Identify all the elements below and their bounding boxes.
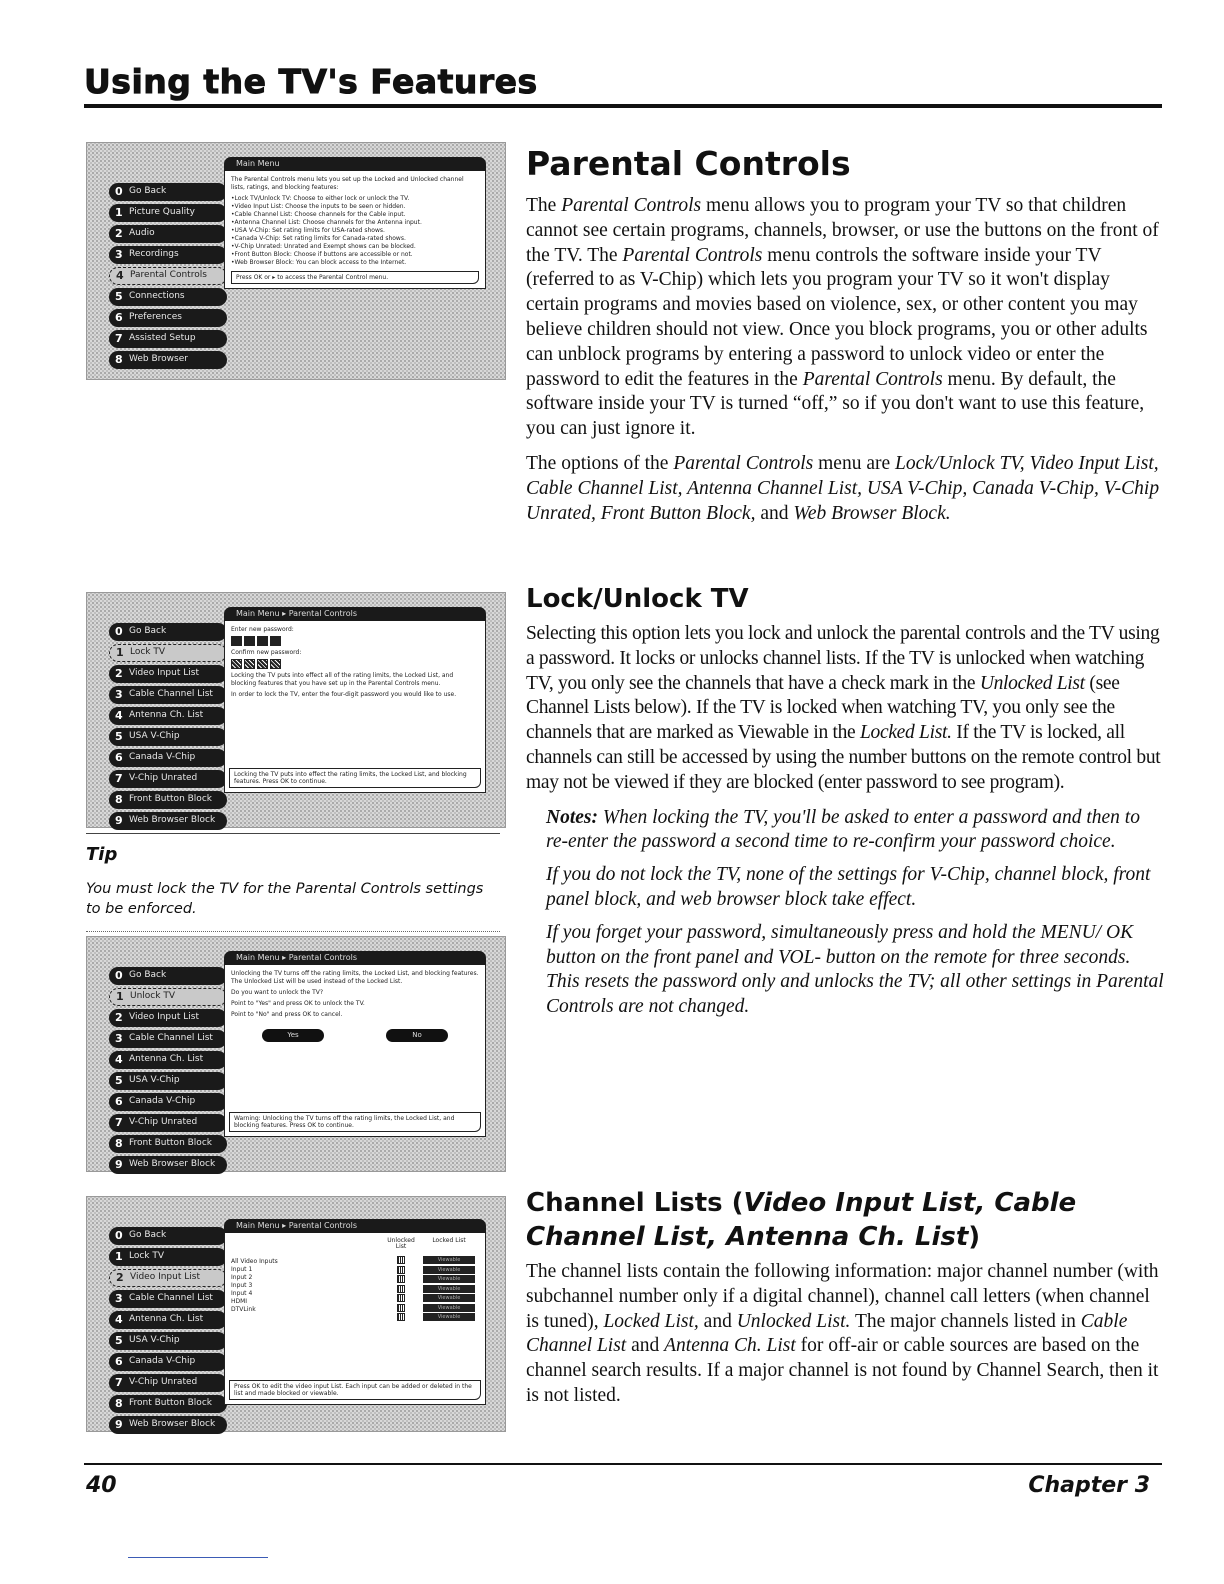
panel-title: Main Menu xyxy=(224,157,486,171)
menu-item-number: 0 xyxy=(115,1229,123,1242)
menu-item-number: 6 xyxy=(115,311,123,324)
header-rule xyxy=(84,104,1162,108)
tip-heading: Tip xyxy=(86,844,118,865)
menu-item-label: Canada V-Chip xyxy=(129,1356,196,1366)
menu-item-number: 6 xyxy=(115,1095,123,1108)
menu-item-label: Go Back xyxy=(129,1230,167,1240)
lock-instructions: In order to lock the TV, enter the four-digit password you would like to use. xyxy=(231,691,457,698)
page-title: Using the TV's Features xyxy=(84,62,538,101)
menu-item-label: Front Button Block xyxy=(129,1398,212,1408)
menu-item-number: 1 xyxy=(116,646,124,659)
parental-controls-body xyxy=(526,194,1166,526)
channel-lists-heading: Channel Lists (Video Input List, Cable Channel List, Antenna Ch. List) xyxy=(526,1188,1077,1252)
menu-item[interactable] xyxy=(109,1030,227,1048)
unlocked-checkbox[interactable] xyxy=(397,1304,405,1312)
menu-item[interactable] xyxy=(109,967,227,985)
menu-item-number: 5 xyxy=(115,1074,123,1087)
panel-intro: The Parental Controls menu lets you set up the Locked and Unlocked channel lists, ratings, and blocking features: xyxy=(231,176,464,191)
menu-item-label: Cable Channel List xyxy=(129,1293,213,1303)
feature-list xyxy=(231,195,479,267)
menu-item[interactable] xyxy=(109,225,227,243)
menu-item[interactable] xyxy=(109,812,227,830)
panel-body xyxy=(224,171,486,289)
menu-item[interactable] xyxy=(109,1009,227,1027)
menu-item[interactable] xyxy=(109,1311,227,1329)
menu-item-label: Audio xyxy=(129,228,155,238)
unlocked-header: Unlocked List xyxy=(387,1237,415,1250)
unlocked-checkbox[interactable] xyxy=(397,1266,405,1274)
tip-box xyxy=(86,833,500,932)
lock-tv-panel xyxy=(224,607,486,793)
unlocked-checkbox[interactable] xyxy=(397,1313,405,1321)
menu-item-label: USA V-Chip xyxy=(129,1075,180,1085)
page-footer xyxy=(84,1463,1162,1498)
menu-item-number: 2 xyxy=(115,667,123,680)
menu-item-number: 0 xyxy=(115,969,123,982)
menu-item-number: 6 xyxy=(115,1355,123,1368)
input-name: Input 4 xyxy=(231,1290,253,1297)
video-input-panel xyxy=(224,1219,486,1405)
footer-link-line xyxy=(128,1557,268,1558)
menu-item[interactable] xyxy=(109,1156,227,1174)
menu-item-number: 1 xyxy=(116,990,124,1003)
feature-item: •Lock TV/Unlock TV: Choose to either lock or unlock the TV. xyxy=(231,195,410,202)
menu-item-number: 8 xyxy=(115,353,123,366)
menu-item[interactable] xyxy=(109,665,227,683)
input-name: All Video Inputs xyxy=(231,1258,278,1265)
lock-unlock-body xyxy=(526,622,1166,796)
parental-menu-list xyxy=(109,967,227,1177)
menu-item-label: Canada V-Chip xyxy=(129,752,196,762)
menu-item-label: Assisted Setup xyxy=(129,333,196,343)
unlocked-checkbox[interactable] xyxy=(397,1275,405,1283)
menu-item-number: 4 xyxy=(115,1313,123,1326)
menu-item-number: 8 xyxy=(115,1397,123,1410)
menu-item[interactable] xyxy=(109,686,227,704)
feature-item: •Cable Channel List: Choose channels for the Cable input. xyxy=(231,211,406,218)
video-input-list-screenshot xyxy=(86,1196,506,1432)
input-name: DTVLink xyxy=(231,1306,256,1313)
feature-item: •Web Browser Block: You can block access to the Internet. xyxy=(231,259,407,266)
main-menu-panel xyxy=(224,157,486,289)
menu-item[interactable] xyxy=(109,288,227,306)
menu-item-number: 4 xyxy=(115,1053,123,1066)
menu-item-number: 2 xyxy=(115,1011,123,1024)
menu-item[interactable] xyxy=(109,1395,227,1413)
input-names xyxy=(231,1238,383,1323)
menu-item[interactable] xyxy=(109,1114,227,1132)
panel-footer: Locking the TV puts into effect the rating limits, the Locked List, and blocking features. Press OK to continue. xyxy=(229,768,481,788)
chapter-label: Chapter 3 xyxy=(1028,1473,1150,1498)
menu-item-number: 9 xyxy=(115,1418,123,1431)
locked-state[interactable]: Viewable xyxy=(423,1285,475,1293)
parental-p2: The options of the Parental Controls menu are Lock/Unlock TV, Video Input List, Cable Channel List, Antenna Channel List, USA V-Chip, Canada V-Chip, V-Chip Unrated, Front Button Block, and Web Browser Block. xyxy=(526,452,1160,524)
lock-p1: Selecting this option lets you lock and unlock the parental controls and the TV using a password. It locks or unlocks channel lists. If the TV is unlocked when watching TV, you only see the channels that have a check mark in the Unlocked List (see Channel Lists below). If the TV is locked when watching TV, you only see the channels that are marked as Viewable in the Locked List. If the TV is locked, all channels can still be accessed by using the number buttons on the remote control but may not be viewed if they are blocked (enter password to see program). xyxy=(526,623,1161,793)
locked-column xyxy=(419,1238,479,1323)
menu-item-label: Web Browser xyxy=(129,354,188,364)
confirm-password-input[interactable] xyxy=(231,659,479,669)
menu-item-number: 7 xyxy=(115,772,123,785)
menu-item-label: V-Chip Unrated xyxy=(129,773,198,783)
menu-item-label: Go Back xyxy=(129,970,167,980)
confirm-password-label: Confirm new password: xyxy=(231,649,302,656)
menu-item-label: Front Button Block xyxy=(129,794,212,804)
main-menu-list xyxy=(109,183,227,372)
menu-item-label: Web Browser Block xyxy=(129,1419,216,1429)
lock-info: Locking the TV puts into effect all of the rating limits, the Locked List, and blocking features that you have set up in the Parental Controls menu. xyxy=(231,672,454,687)
menu-item-number: 1 xyxy=(115,1250,123,1263)
unlock-no-hint: Point to "No" and press OK to cancel. xyxy=(231,1011,343,1018)
unlock-question: Do you want to unlock the TV? xyxy=(231,989,324,996)
menu-item-label: Video Input List xyxy=(129,668,199,678)
channel-lists-body xyxy=(526,1260,1166,1409)
menu-item[interactable] xyxy=(109,204,227,222)
menu-item[interactable] xyxy=(109,1353,227,1371)
menu-item[interactable] xyxy=(109,1248,227,1266)
lock-notes xyxy=(526,806,1166,1020)
menu-item-number: 3 xyxy=(115,248,123,261)
input-name: HDMI xyxy=(231,1298,248,1305)
password-input[interactable] xyxy=(231,636,479,646)
menu-item[interactable] xyxy=(109,351,227,369)
menu-item-label: Cable Channel List xyxy=(129,689,213,699)
feature-item: •USA V-Chip: Set rating limits for USA-rated shows. xyxy=(231,227,385,234)
input-name: Input 1 xyxy=(231,1266,253,1273)
parental-controls-section xyxy=(526,142,1166,536)
enter-password-label: Enter new password: xyxy=(231,626,294,633)
menu-item[interactable] xyxy=(109,1227,227,1245)
menu-item[interactable] xyxy=(109,1332,227,1350)
menu-item-number: 7 xyxy=(115,1376,123,1389)
menu-item-number: 0 xyxy=(115,185,123,198)
locked-state[interactable]: Viewable xyxy=(423,1304,475,1312)
menu-item-label: Lock TV xyxy=(129,1251,165,1261)
unlock-yes-hint: Point to "Yes" and press OK to unlock the TV. xyxy=(231,1000,365,1007)
feature-item: •Antenna Channel List: Choose channels for the Antenna input. xyxy=(231,219,422,226)
menu-item-label: Canada V-Chip xyxy=(129,1096,196,1106)
menu-item-label: USA V-Chip xyxy=(129,731,180,741)
page-header xyxy=(84,62,1162,108)
channel-lists-section xyxy=(526,1186,1166,1419)
menu-item-label: Recordings xyxy=(129,249,179,259)
menu-item-label: Picture Quality xyxy=(129,207,195,217)
panel-footer: Press OK or ▸ to access the Parental Control menu. xyxy=(231,271,479,284)
panel-body xyxy=(224,965,486,1137)
main-menu-screenshot xyxy=(86,142,506,380)
panel-title: Main Menu ▸ Parental Controls xyxy=(224,607,486,621)
note-1: Notes: When locking the TV, you'll be asked to enter a password and then to re-enter the password a second time to re-confirm your password choice. xyxy=(546,806,1140,853)
channel-p1: The channel lists contain the following information: major channel number (with subchannel number only if a digital channel), channel call letters (when channel is tuned), Locked List, and Unlocked List. The major channels listed in Cable Channel List and Antenna Ch. List for off-air or cable sources are based on the channel search results. If a major channel is not found by Channel Search, then it is not listed. xyxy=(526,1261,1159,1406)
menu-item-number: 5 xyxy=(115,1334,123,1347)
locked-state[interactable]: Viewable xyxy=(423,1275,475,1283)
menu-item-number: 7 xyxy=(115,1116,123,1129)
menu-item[interactable] xyxy=(109,1416,227,1434)
menu-item[interactable] xyxy=(109,1269,227,1287)
locked-state[interactable]: Viewable xyxy=(423,1294,475,1302)
unlock-tv-screenshot xyxy=(86,936,506,1172)
page-number: 40 xyxy=(86,1473,117,1498)
lock-unlock-section xyxy=(526,582,1166,1028)
menu-item[interactable] xyxy=(109,1072,227,1090)
menu-item-number: 4 xyxy=(115,709,123,722)
menu-item[interactable] xyxy=(109,707,227,725)
tip-text: You must lock the TV for the Parental Controls settings to be enforced. xyxy=(86,881,484,917)
panel-title: Main Menu ▸ Parental Controls xyxy=(224,951,486,965)
menu-item-label: Parental Controls xyxy=(130,270,207,280)
menu-item-number: 7 xyxy=(115,332,123,345)
unlocked-checkbox[interactable] xyxy=(397,1294,405,1302)
footer-rule xyxy=(84,1463,1162,1465)
menu-item-label: Go Back xyxy=(129,186,167,196)
menu-item-label: Unlock TV xyxy=(130,991,175,1001)
menu-item[interactable] xyxy=(109,1051,227,1069)
menu-item-label: Front Button Block xyxy=(129,1138,212,1148)
tip-rule-bottom xyxy=(86,931,500,932)
unlocked-checkbox[interactable] xyxy=(397,1285,405,1293)
panel-footer: Warning: Unlocking the TV turns off the rating limits, the Locked List, and blocking features. Press OK to continue. xyxy=(229,1112,481,1132)
unlock-tv-panel xyxy=(224,951,486,1137)
menu-item[interactable] xyxy=(109,988,227,1006)
menu-item-label: Go Back xyxy=(129,626,167,636)
menu-item-label: V-Chip Unrated xyxy=(129,1377,198,1387)
menu-item-number: 9 xyxy=(115,814,123,827)
locked-state[interactable]: Viewable xyxy=(423,1313,475,1321)
parental-menu-list xyxy=(109,623,227,833)
locked-state[interactable]: Viewable xyxy=(423,1266,475,1274)
menu-item-number: 5 xyxy=(115,730,123,743)
feature-item: •V-Chip Unrated: Unrated and Exempt shows can be blocked. xyxy=(231,243,416,250)
panel-footer: Press OK to edit the video input List. Each input can be added or deleted in the list and made blocked or viewable. xyxy=(229,1380,481,1400)
menu-item-number: 6 xyxy=(115,751,123,764)
parental-controls-heading: Parental Controls xyxy=(526,144,851,183)
lock-tv-screenshot xyxy=(86,592,506,828)
menu-item[interactable] xyxy=(109,1093,227,1111)
dialog-buttons xyxy=(231,1029,479,1042)
locked-state[interactable]: Viewable xyxy=(423,1256,475,1264)
unlocked-column xyxy=(383,1238,419,1323)
menu-item[interactable] xyxy=(109,183,227,201)
menu-item-number: 4 xyxy=(116,269,124,282)
menu-item-label: Connections xyxy=(129,291,185,301)
menu-item-label: USA V-Chip xyxy=(129,1335,180,1345)
unlocked-checkbox[interactable] xyxy=(397,1256,405,1264)
menu-item-label: Antenna Ch. List xyxy=(129,1314,204,1324)
menu-item-label: Web Browser Block xyxy=(129,1159,216,1169)
menu-item-number: 8 xyxy=(115,793,123,806)
feature-item: •Video Input List: Choose the inputs to be seen or hidden. xyxy=(231,203,406,210)
menu-item-label: Video Input List xyxy=(129,1012,199,1022)
menu-item[interactable] xyxy=(109,770,227,788)
menu-item[interactable] xyxy=(109,728,227,746)
input-name: Input 2 xyxy=(231,1274,253,1281)
menu-item[interactable] xyxy=(109,644,227,662)
menu-item[interactable] xyxy=(109,309,227,327)
note-2: If you do not lock the TV, none of the settings for V-Chip, channel block, front panel block, and web browser block take effect. xyxy=(546,864,1151,910)
panel-body xyxy=(224,621,486,793)
lock-unlock-heading: Lock/Unlock TV xyxy=(526,584,749,614)
menu-item-label: Web Browser Block xyxy=(129,815,216,825)
menu-item[interactable] xyxy=(109,330,227,348)
note-3: If you forget your password, simultaneously press and hold the MENU/ OK button on the front panel and VOL- button on the remote for three seconds. This resets the password only and unlocks the TV; all other settings in Parental Controls are not changed. xyxy=(546,921,1164,1018)
menu-item[interactable] xyxy=(109,1374,227,1392)
yes-button[interactable]: Yes xyxy=(262,1029,324,1042)
menu-item[interactable] xyxy=(109,246,227,264)
menu-item-label: Antenna Ch. List xyxy=(129,710,204,720)
menu-item-number: 3 xyxy=(115,688,123,701)
menu-item-label: Preferences xyxy=(129,312,182,322)
feature-item: •Canada V-Chip: Set rating limits for Canada-rated shows. xyxy=(231,235,406,242)
menu-item-number: 3 xyxy=(115,1292,123,1305)
menu-item-number: 3 xyxy=(115,1032,123,1045)
menu-item[interactable] xyxy=(109,1135,227,1153)
parental-menu-list xyxy=(109,1227,227,1437)
panel-title: Main Menu ▸ Parental Controls xyxy=(224,1219,486,1233)
menu-item-number: 8 xyxy=(115,1137,123,1150)
input-name: Input 3 xyxy=(231,1282,253,1289)
parental-p1: The Parental Controls menu allows you to program your TV so that children cannot see certain programs, channels, browser, or use the buttons on the front of the TV. The Parental Controls menu controls the software inside your TV (referred to as V-Chip) which lets you program your TV so it won't display certain programs and movies based on violence, sex, or other content you may believe children should not view. Once you block programs, you or other adults can unblock programs by entering a password to unlock video or enter the password to edit the features in the Parental Controls menu. By default, the software inside your TV is turned “off,” so if you don't want to use this feature, you can just ignore it. xyxy=(526,195,1159,440)
menu-item-number: 5 xyxy=(115,290,123,303)
panel-body xyxy=(224,1233,486,1405)
menu-item-label: Antenna Ch. List xyxy=(129,1054,204,1064)
menu-item-number: 9 xyxy=(115,1158,123,1171)
menu-item-number: 0 xyxy=(115,625,123,638)
locked-header: Locked List xyxy=(432,1237,466,1244)
menu-item-number: 2 xyxy=(115,227,123,240)
menu-item-label: Video Input List xyxy=(130,1272,200,1282)
menu-item[interactable] xyxy=(109,749,227,767)
menu-item-label: Lock TV xyxy=(130,647,166,657)
menu-item[interactable] xyxy=(109,267,227,285)
menu-item[interactable] xyxy=(109,791,227,809)
menu-item-label: Cable Channel List xyxy=(129,1033,213,1043)
menu-item-label: V-Chip Unrated xyxy=(129,1117,198,1127)
no-button[interactable]: No xyxy=(386,1029,448,1042)
menu-item[interactable] xyxy=(109,1290,227,1308)
unlock-info: Unlocking the TV turns off the rating limits, the Locked List, and blocking features. The Unlocked List will be used instead of the Locked List. xyxy=(231,970,479,985)
tip-rule-top xyxy=(86,833,500,834)
feature-item: •Front Button Block: Choose if buttons are accessible or not. xyxy=(231,251,413,258)
menu-item-number: 1 xyxy=(115,206,123,219)
menu-item-number: 2 xyxy=(116,1271,124,1284)
menu-item[interactable] xyxy=(109,623,227,641)
